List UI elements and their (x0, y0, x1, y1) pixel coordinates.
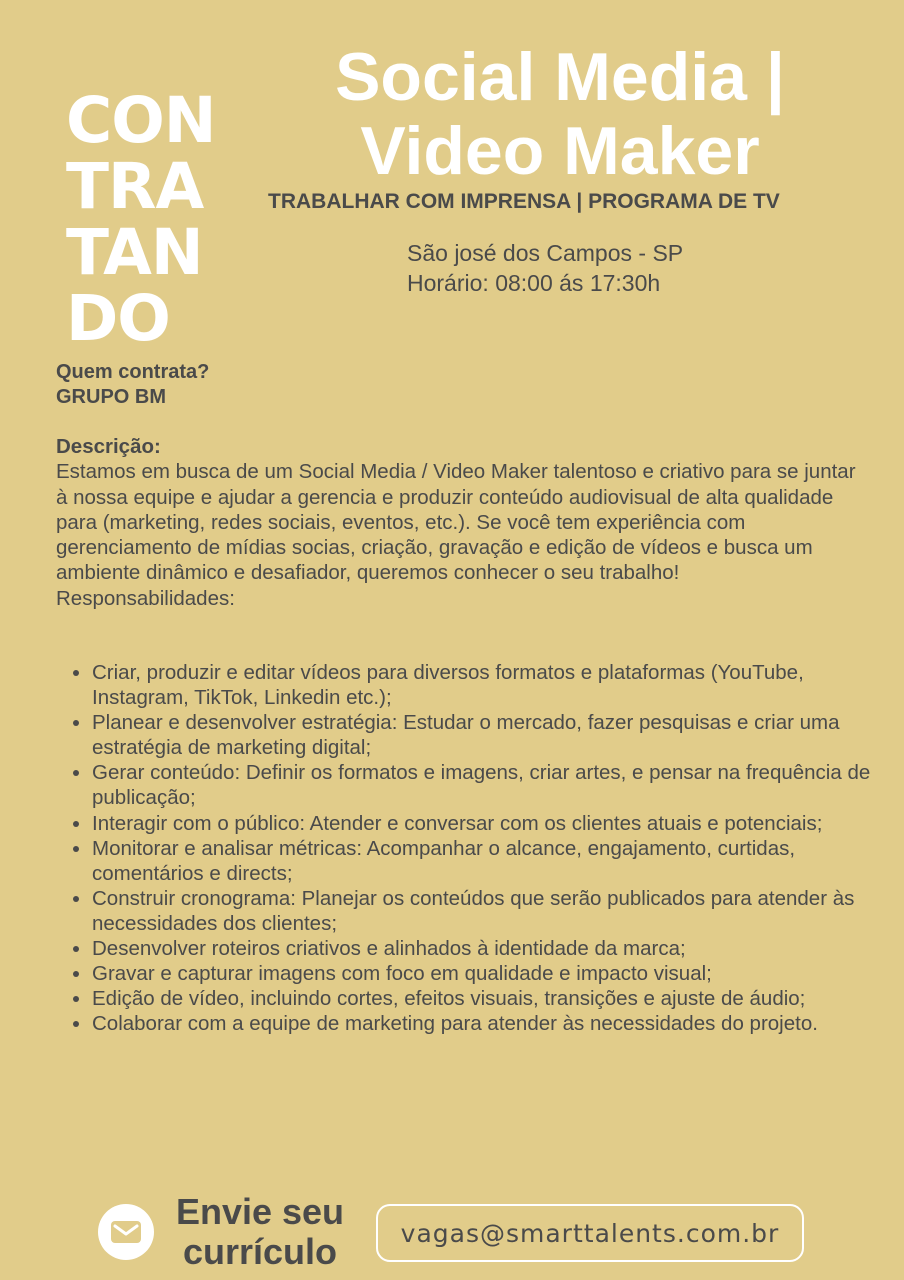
list-item: • Interagir com o público: Atender e conversar com os clientes atuais e potenciais; (92, 811, 892, 836)
email-address[interactable]: vagas@smarttalents.com.br (400, 1218, 780, 1248)
hiring-line: CON (66, 84, 216, 157)
list-item: • Planear e desenvolver estratégia: Estudar o mercado, fazer pesquisas e criar uma estratégia de marketing digital; (92, 710, 892, 760)
hiring-line: DO (66, 282, 170, 355)
responsibilities-list (56, 660, 892, 1036)
job-title (300, 40, 820, 188)
list-item: • Colaborar com a equipe de marketing para atender às necessidades do projeto. (92, 1011, 892, 1036)
work-hours: Horário: 08:00 ás 17:30h (407, 270, 661, 296)
cta-line1: Envie seu (175, 1191, 345, 1232)
hiring-line: TAN (66, 216, 203, 289)
description-text: Estamos em busca de um Social Media / Video Maker talentoso e criativo para se juntar à nossa equipe e ajudar a gerencia e produzir conteúdo audiovisual de alta qualidade para (marketing, redes sociais, eventos, etc.). Se você tem experiência com gerenciamento de mídias socias, criação, gravação e edição de vídeos e busca um ambiente dinâmico e desafiador, queremos conhecer o seu trabalho! (56, 460, 856, 585)
list-item: • Criar, produzir e editar vídeos para diversos formatos e plataformas (YouTube, Instagram, TikTok, Linkedin etc.); (92, 660, 892, 710)
job-title-line2: Video Maker (360, 113, 760, 189)
employer-question: Quem contrata? (56, 361, 210, 383)
description-label: Descrição: (56, 435, 161, 458)
list-item: • Desenvolver roteiros criativos e alinhados à identidade da marca; (92, 936, 892, 961)
responsibilities-label: Responsabilidades: (56, 586, 235, 610)
location-city: São josé dos Campos - SP (407, 240, 684, 266)
hiring-heading (66, 84, 266, 355)
employer-name: GRUPO BM (56, 386, 166, 408)
job-subtitle: TRABALHAR COM IMPRENSA | PROGRAMA DE TV (268, 190, 780, 213)
description-block (56, 434, 856, 611)
list-item: • Construir cronograma: Planejar os conteúdos que serão publicados para atender às necessidades dos clientes; (92, 886, 892, 936)
list-item: • Edição de vídeo, incluindo cortes, efeitos visuais, transições e ajuste de áudio; (92, 986, 892, 1011)
employer-block (56, 360, 209, 410)
list-item: • Gravar e capturar imagens com foco em qualidade e impacto visual; (92, 961, 892, 986)
cta-line2: currículo (182, 1231, 338, 1272)
envelope-icon (98, 1204, 154, 1260)
job-title-line1: Social Media | (335, 39, 785, 115)
send-resume-cta (170, 1192, 350, 1272)
list-item: • Monitorar e analisar métricas: Acompanhar o alcance, engajamento, curtidas, comentários e directs; (92, 836, 892, 886)
list-item: • Gerar conteúdo: Definir os formatos e imagens, criar artes, e pensar na frequência de publicação; (92, 760, 892, 810)
email-link[interactable] (376, 1204, 804, 1262)
location-block (407, 238, 683, 298)
hiring-line: TRA (66, 150, 204, 223)
